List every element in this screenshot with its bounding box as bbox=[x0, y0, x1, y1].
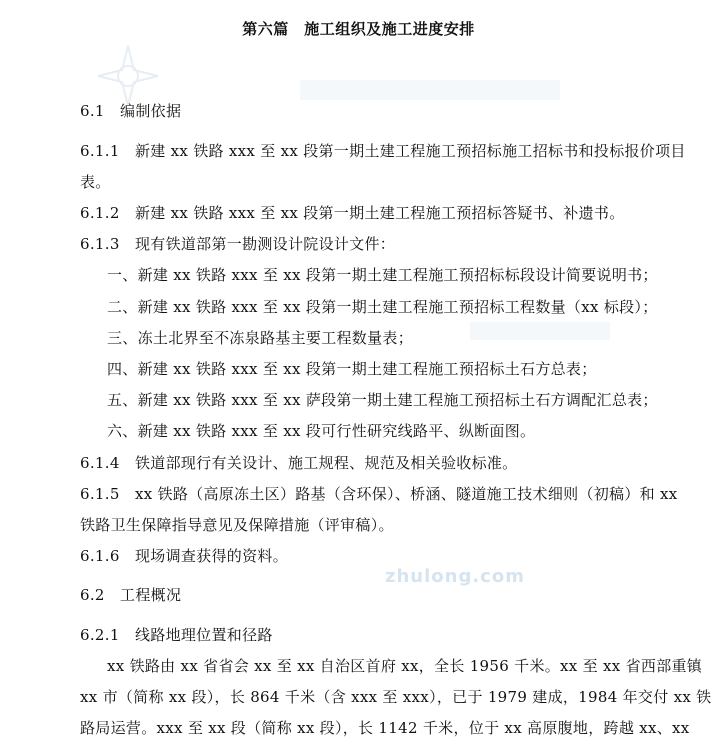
paragraph-6-1-4: 6.1.4 铁道部现行有关设计、施工规程、规范及相关验收标准。 bbox=[80, 454, 518, 472]
subsection-heading-6-2-1: 6.2.1 线路地理位置和径路 bbox=[80, 626, 273, 644]
section-heading-6-2: 6.2 工程概况 bbox=[80, 586, 182, 604]
watermark-band bbox=[300, 80, 560, 100]
paragraph-6-1-3: 6.1.3 现有铁道部第一勘测设计院设计文件： bbox=[80, 235, 396, 253]
body-paragraph-line-2: xx 市（简称 xx 段），长 864 千米（含 xxx 至 xxx），已于 1979 建成，1984 年交付 xx 铁 bbox=[80, 688, 712, 706]
list-item-6: 六、新建 xx 铁路 xxx 至 xx 段可行性研究线路平、纵断面图。 bbox=[107, 422, 536, 440]
list-item-3: 三、冻土北界至不冻泉路基主要工程数量表； bbox=[107, 329, 414, 347]
list-item-1: 一、新建 xx 铁路 xxx 至 xx 段第一期土建工程施工预招标标段设计简要说明书； bbox=[107, 266, 658, 284]
watermark-band bbox=[470, 322, 610, 340]
body-paragraph-line-1: xx 铁路由 xx 省省会 xx 至 xx 自治区首府 xx，全长 1956 千米。xx 至 xx 省西部重镇 bbox=[107, 657, 703, 675]
list-item-5: 五、新建 xx 铁路 xxx 至 xx 萨段第一期土建工程施工预招标土石方调配汇总表； bbox=[107, 391, 658, 409]
page-title: 第六篇 施工组织及施工进度安排 bbox=[242, 20, 475, 38]
paragraph-6-1-5: 6.1.5 xx 铁路（高原冻土区）路基（含环保）、桥涵、隧道施工技术细则（初稿）和 xx bbox=[80, 485, 678, 503]
watermark-text: zhulong.com bbox=[385, 566, 525, 587]
paragraph-6-1-5-cont: 铁路卫生保障指导意见及保障措施（评审稿）。 bbox=[80, 516, 394, 534]
paragraph-6-1-1-cont: 表。 bbox=[80, 173, 111, 191]
paragraph-6-1-2: 6.1.2 新建 xx 铁路 xxx 至 xx 段第一期土建工程施工预招标答疑书、补遗书。 bbox=[80, 204, 625, 222]
paragraph-6-1-6: 6.1.6 现场调查获得的资料。 bbox=[80, 547, 288, 565]
paragraph-6-1-1: 6.1.1 新建 xx 铁路 xxx 至 xx 段第一期土建工程施工预招标施工招标书和投标报价项目 bbox=[80, 142, 686, 160]
list-item-2: 二、新建 xx 铁路 xxx 至 xx 段第一期土建工程施工预招标工程数量（xx 标段）； bbox=[107, 298, 658, 316]
body-paragraph-line-3: 路局运营。xxx 至 xx 段（简称 xx 段），长 1142 千米，位于 xx 高原腹地，跨越 xx、xx bbox=[80, 719, 690, 737]
section-heading-6-1: 6.1 编制依据 bbox=[80, 102, 182, 120]
list-item-4: 四、新建 xx 铁路 xxx 至 xx 段第一期土建工程施工预招标土石方总表； bbox=[107, 360, 597, 378]
